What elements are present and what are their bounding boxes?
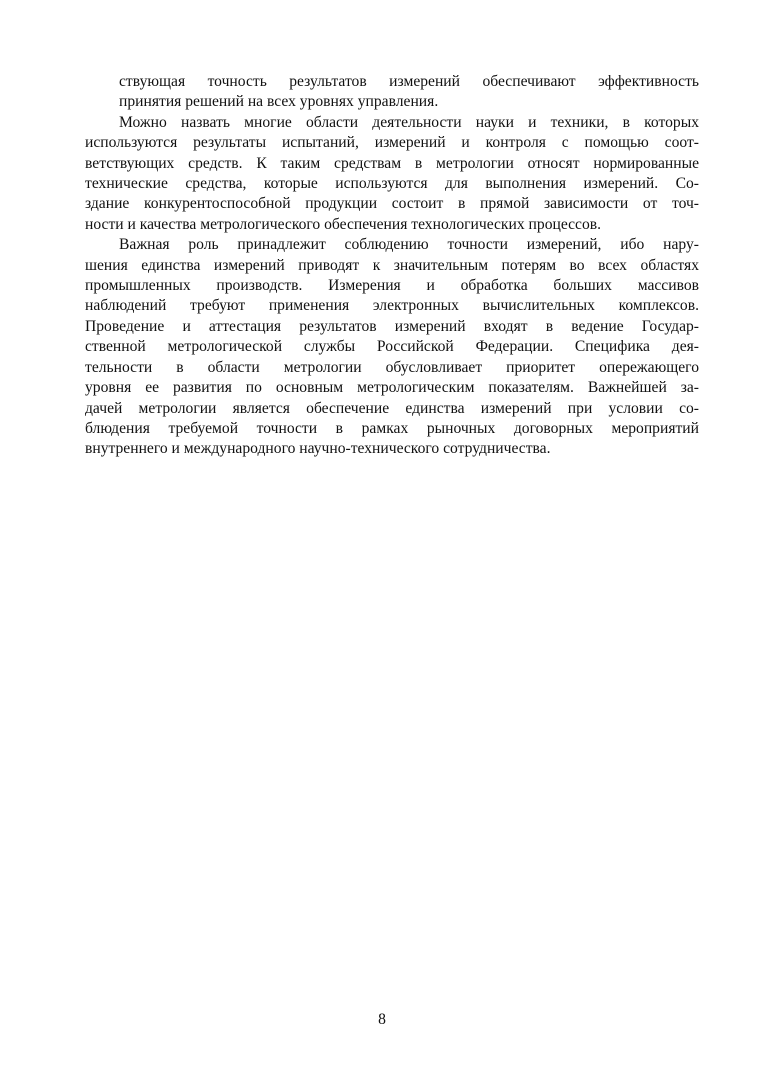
- paragraph: [85, 113, 699, 235]
- text-line: технические средства, которые используются для выполнения измерений. Со-: [85, 175, 699, 193]
- page-number: 8: [378, 1011, 386, 1028]
- text-line: Важная роль принадлежит соблюдению точности измерений, ибо нару-: [119, 236, 699, 254]
- paragraph: [85, 72, 699, 113]
- text-line: ветствующих средств. К таким средствам в метрологии относят нормированные: [85, 154, 699, 172]
- text-line: здание конкурентоспособной продукции состоит в прямой зависимости от точ-: [85, 195, 699, 213]
- text-line: Можно назвать многие области деятельности науки и техники, в которых: [119, 113, 699, 131]
- text-line: наблюдений требуют применения электронных вычислительных комплексов.: [85, 297, 699, 315]
- text-line: внутреннего и международного научно-технического сотрудничества.: [85, 440, 551, 458]
- text-line: ственной метрологической службы Российской Федерации. Специфика дея-: [85, 338, 699, 356]
- text-line: ствующая точность результатов измерений обеспечивают эффективность: [119, 73, 699, 90]
- text-line: блюдения требуемой точности в рамках рыночных договорных мероприятий: [85, 419, 699, 437]
- text-line: принятия решений на всех уровнях управления.: [119, 93, 439, 111]
- text-line: ности и качества метрологического обеспечения технологических процессов.: [85, 215, 602, 233]
- text-line: промышленных производств. Измерения и обработка больших массивов: [85, 277, 699, 295]
- body-text: [85, 72, 699, 460]
- text-line: дачей метрологии является обеспечение единства измерений при условии со-: [85, 399, 699, 417]
- text-line: Проведение и аттестация результатов измерений входят в ведение Государ-: [85, 317, 699, 335]
- text-line: тельности в области метрологии обусловливает приоритет опережающего: [85, 358, 699, 376]
- paragraph: [85, 235, 699, 459]
- text-line: используются результаты испытаний, измерений и контроля с помощью соот-: [85, 134, 699, 152]
- text-line: уровня ее развития по основным метрологическим показателям. Важнейшей за-: [85, 379, 699, 397]
- text-line: шения единства измерений приводят к значительным потерям во всех областях: [85, 256, 699, 274]
